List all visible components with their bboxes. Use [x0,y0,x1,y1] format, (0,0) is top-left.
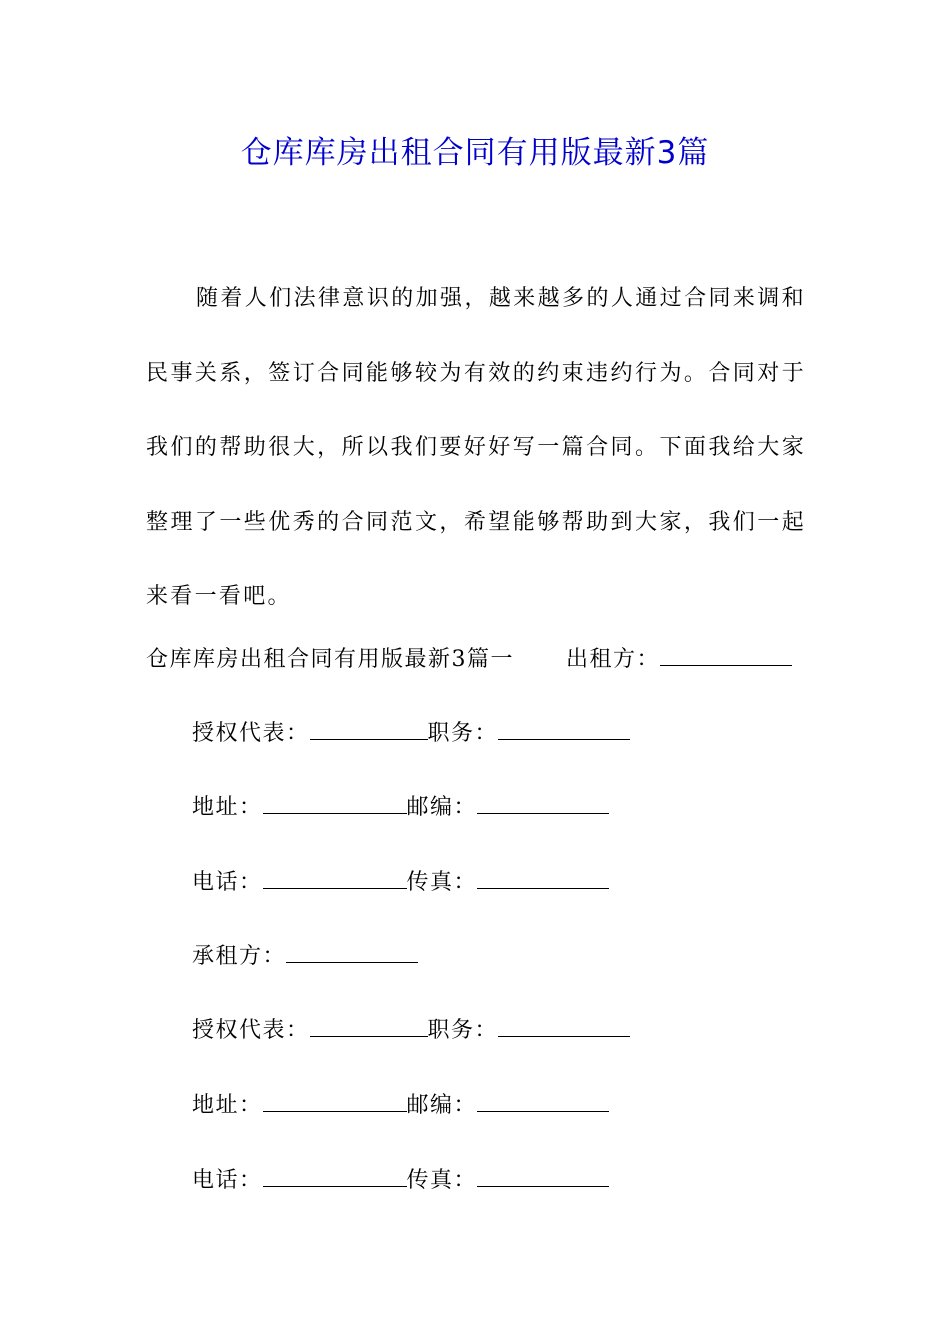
lessor-rep-blank[interactable] [310,717,428,740]
lessor-postcode-label: 邮编： [406,795,478,820]
lessor-fax-label: 传真： [406,870,478,895]
lessee-postcode-blank[interactable] [477,1089,609,1112]
lessor-phone-row [192,863,609,903]
lessor-phone-label: 电话： [192,870,263,895]
lessee-fax-label: 传真： [406,1168,478,1193]
lessee-blank[interactable] [286,940,418,963]
lessee-position-label: 职务： [427,1018,499,1043]
lessor-address-blank[interactable] [263,791,407,814]
lessor-phone-blank[interactable] [263,866,407,889]
lessee-rep-row [192,1011,630,1051]
lessee-rep-label: 授权代表： [192,1018,310,1043]
lessor-position-blank[interactable] [498,717,630,740]
lessee-rep-blank[interactable] [310,1014,428,1037]
lessee-postcode-label: 邮编： [406,1093,478,1118]
lessee-row [192,937,418,977]
lessor-blank[interactable] [660,643,792,666]
section-heading-row [146,640,792,680]
lessee-phone-label: 电话： [192,1168,263,1193]
section-heading: 仓库库房出租合同有用版最新3篇一 [146,647,514,672]
lessee-address-row [192,1086,609,1126]
lessee-phone-blank[interactable] [263,1164,407,1187]
lessor-rep-label: 授权代表： [192,721,310,746]
lessor-address-row [192,788,609,828]
lessee-address-blank[interactable] [263,1089,407,1112]
intro-paragraph: 随着人们法律意识的加强，越来越多的人通过合同来调和民事关系，签订合同能够较为有效的约束违约行为。合同对于我们的帮助很大，所以我们要好好写一篇合同。下面我给大家整理了一些优秀的合同范文，希望能够帮助到大家，我们一起来看一看吧。 [146,286,806,609]
lessee-phone-row [192,1161,609,1201]
lessor-label: 出租方： [566,647,661,672]
lessor-fax-blank[interactable] [477,866,609,889]
lessee-label: 承租方： [192,944,287,969]
lessee-address-label: 地址： [192,1093,263,1118]
lessor-position-label: 职务： [427,721,499,746]
lessor-rep-row [192,714,630,754]
lessor-postcode-blank[interactable] [477,791,609,814]
lessee-fax-blank[interactable] [477,1164,609,1187]
lessee-position-blank[interactable] [498,1014,630,1037]
page-title: 仓库库房出租合同有用版最新3篇 [240,135,710,171]
lessor-address-label: 地址： [192,795,263,820]
